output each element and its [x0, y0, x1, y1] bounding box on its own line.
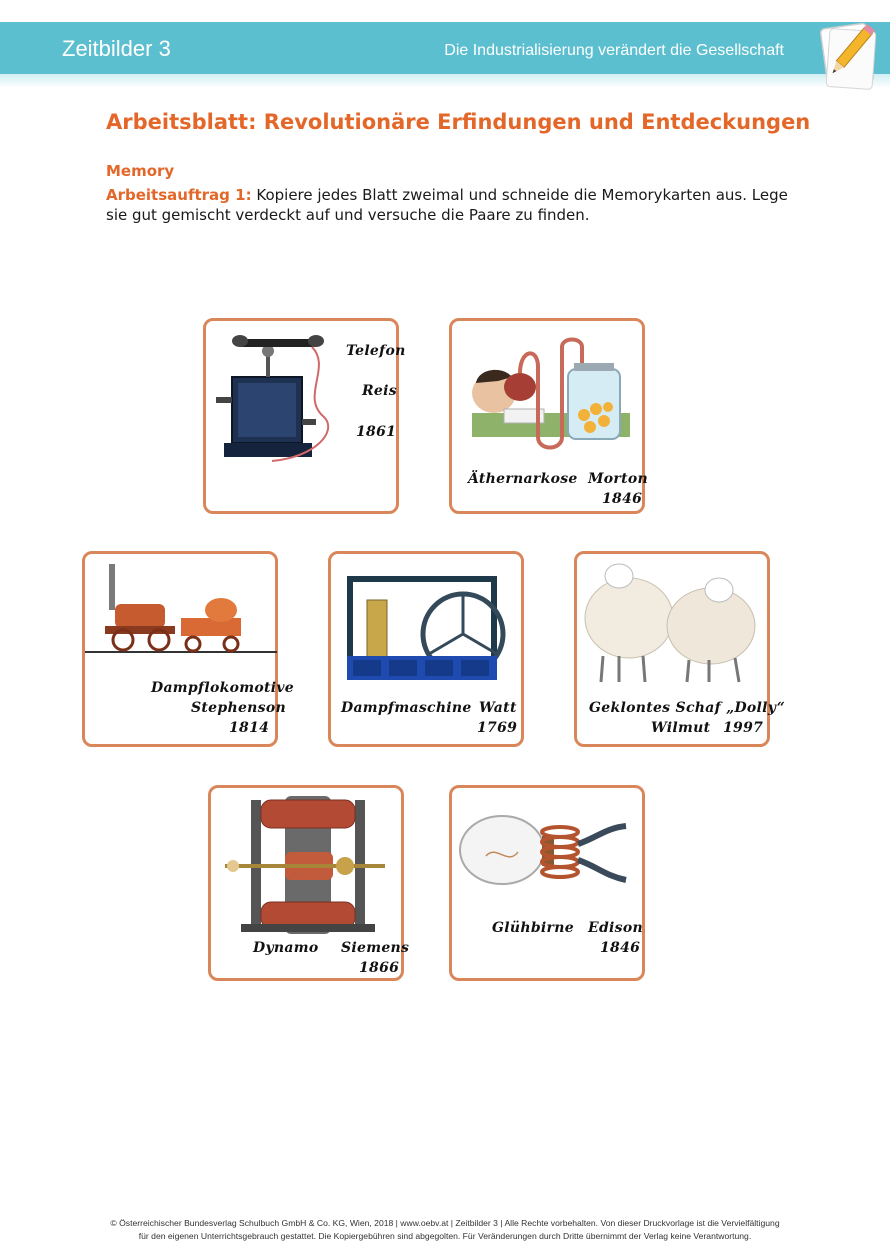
- task-text: Kopiere jedes Blatt zweimal und schneide die Memorykarten aus. Lege sie gut gemischt verdeckt auf und versuche die Paare zu finden.: [106, 186, 788, 224]
- task-label: Arbeitsauftrag 1:: [106, 186, 252, 204]
- card-inventor: Wilmut: [651, 720, 711, 736]
- dynamo-illustration: [225, 796, 391, 934]
- card-inventor: Edison: [588, 920, 643, 936]
- memory-card-gluehbirne[interactable]: [449, 785, 645, 981]
- memory-card-aethernarkose[interactable]: [449, 318, 648, 514]
- footer-line-2: für den eigenen Unterrichtsgebrauch gestattet. Die Kopiergebühren sind abgegolten. Für Veränderungen durch Dritte übernimmt der Verlag keine Verantwortung.: [138, 1231, 752, 1241]
- header-stripe: [0, 74, 890, 88]
- card-year: 1866: [359, 960, 400, 976]
- card-invention: Telefon: [346, 343, 406, 359]
- card-year: 1814: [229, 720, 270, 736]
- steam-engine-illustration: [343, 560, 513, 688]
- card-invention: Glühbirne: [492, 920, 574, 936]
- section-title: Memory: [106, 162, 175, 180]
- memory-card-dampflokomotive[interactable]: [82, 551, 295, 747]
- card-year: 1769: [477, 720, 518, 736]
- chapter-topic: Die Industrialisierung verändert die Gesellschaft: [444, 42, 784, 59]
- card-year: 1861: [356, 424, 397, 440]
- ether-anesthesia-illustration: [468, 327, 634, 455]
- card-invention: Geklontes Schaf „Dolly“: [589, 700, 786, 716]
- card-inventor: Reis: [362, 383, 397, 399]
- memory-card-telefon[interactable]: [203, 318, 406, 514]
- card-year: 1846: [602, 491, 643, 507]
- card-invention: Dampfmaschine: [341, 700, 472, 716]
- memory-card-dolly[interactable]: [574, 551, 786, 747]
- light-bulb-illustration: [456, 808, 636, 898]
- card-invention: Äthernarkose: [468, 471, 578, 487]
- memory-card-dampfmaschine[interactable]: [328, 551, 524, 747]
- footer-line-1: © Österreichischer Bundesverlag Schulbuch GmbH & Co. KG, Wien, 2018 | www.oebv.at | Zeitbilder 3 | Alle Rechte vorbehalten. Von dieser Druckvorlage ist die Vervielfältigung: [110, 1218, 780, 1228]
- cloned-sheep-illustration: [579, 560, 767, 684]
- card-invention: Dynamo: [253, 940, 319, 956]
- card-inventor: Siemens: [341, 940, 410, 956]
- brand-title: Zeitbilder 3: [62, 36, 171, 61]
- memory-card-dynamo[interactable]: [208, 785, 410, 981]
- card-year: 1846: [600, 940, 641, 956]
- telephone-illustration: [212, 327, 340, 467]
- locomotive-illustration: [85, 560, 277, 656]
- pencil-paper-icon: [818, 18, 880, 92]
- card-inventor: Stephenson: [191, 700, 286, 716]
- task-instructions: [106, 185, 796, 225]
- copyright-footer: [0, 1217, 890, 1243]
- card-year: 1997: [723, 720, 764, 736]
- worksheet-title: Arbeitsblatt: Revolutionäre Erfindungen und Entdeckungen: [106, 110, 811, 134]
- card-inventor: Morton: [588, 471, 648, 487]
- card-inventor: Watt: [479, 700, 517, 716]
- card-invention: Dampflokomotive: [151, 680, 295, 696]
